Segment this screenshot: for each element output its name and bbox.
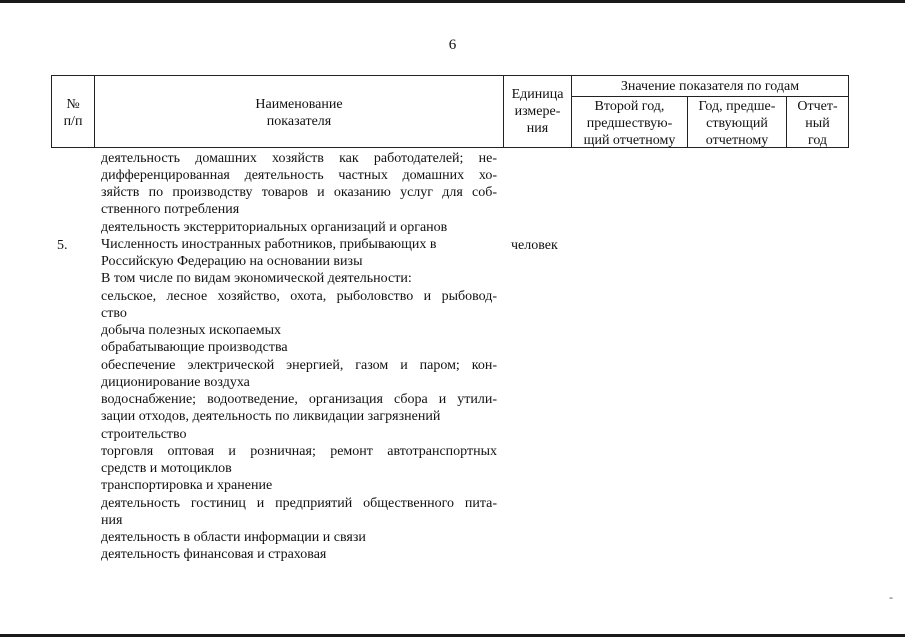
header-top-border — [51, 75, 849, 76]
header-values-group: Значение показателя по годам — [620, 79, 800, 94]
text-line: деятельность гостиниц и предприятий общественного пита- — [101, 496, 497, 511]
text-line: зяйств по производству товаров и оказанию услуг для соб- — [101, 185, 497, 200]
header-year3: Отчет- ный год — [797, 99, 838, 148]
text-line: строительство — [101, 427, 187, 442]
text-line: деятельность финансовая и страховая — [101, 547, 327, 562]
header-unit: Единица измере- ния — [511, 87, 564, 136]
indicator-title-line: Российскую Федерацию на основании визы — [101, 254, 363, 269]
text-line: средств и мотоциклов — [101, 461, 232, 476]
text-line: дифференцированная деятельность частных домашних хо- — [101, 168, 497, 183]
text-line: обеспечение электрической энергией, газом и паром; кон- — [101, 358, 497, 373]
text-line: зации отходов, деятельность по ликвидации загрязнений — [101, 409, 441, 424]
scan-mark: - — [889, 590, 893, 604]
text-line: деятельность экстерриториальных организаций и органов — [101, 220, 448, 235]
unit-value: человек — [511, 238, 558, 253]
group-divider — [571, 96, 849, 97]
text-line: сельское, лесное хозяйство, охота, рыболовство и рыбовод- — [101, 289, 497, 304]
indicator-title-line: Численность иностранных работников, прибывающих в — [101, 237, 437, 252]
text-line: ственного потребления — [101, 202, 240, 217]
text-line: диционирование воздуха — [101, 375, 250, 390]
header-year2: Год, предше- ствующий отчетному — [698, 99, 776, 148]
text-line: добыча полезных ископаемых — [101, 323, 281, 338]
header-name: Наименование показателя — [255, 97, 343, 129]
text-line: водоснабжение; водоотведение, организация сбора и утили- — [101, 392, 497, 407]
text-line: деятельность в области информации и связи — [101, 530, 366, 545]
row-number: 5. — [57, 238, 68, 253]
page-bottom-edge — [0, 634, 905, 637]
page-top-edge — [0, 0, 905, 3]
text-line: деятельность домашних хозяйств как работодателей; не- — [101, 151, 497, 166]
text-line: В том числе по видам экономической деятельности: — [101, 271, 412, 286]
text-line: ния — [101, 513, 123, 528]
text-line: транспортировка и хранение — [101, 478, 273, 493]
text-line: обрабатывающие производства — [101, 340, 288, 355]
header-year1: Второй год, предшествую- щий отчетному — [583, 99, 676, 148]
text-line: ство — [101, 306, 127, 321]
page-number: 6 — [448, 37, 457, 53]
header-num: № п/п — [63, 97, 83, 129]
text-line: торговля оптовая и розничная; ремонт автотранспортных — [101, 444, 497, 459]
border-right — [848, 75, 849, 148]
